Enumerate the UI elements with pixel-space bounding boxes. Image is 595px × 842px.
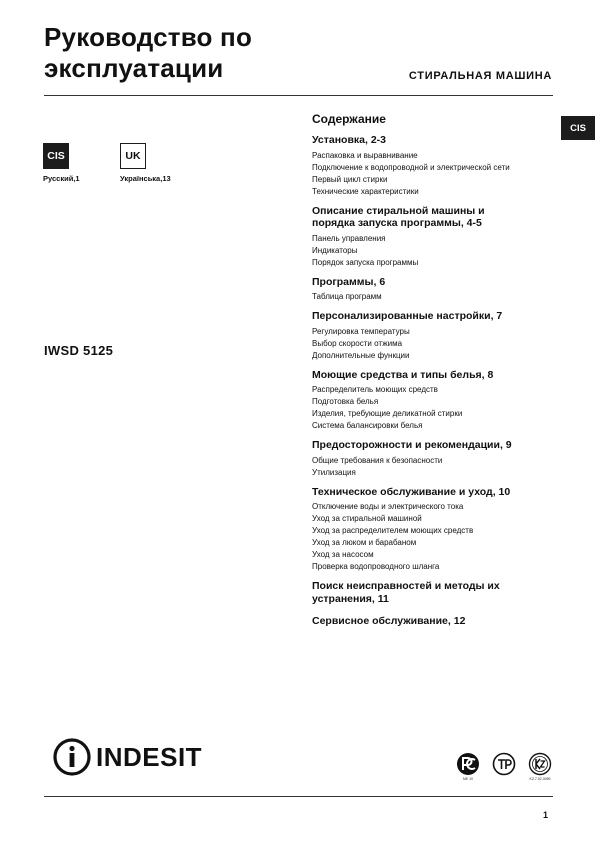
toc-section-title[interactable]: Сервисное обслуживание, 12: [312, 615, 466, 627]
kz-certification-icon: [528, 752, 552, 776]
toc-item[interactable]: Проверка водопроводного шланга: [312, 562, 440, 571]
title-line-1: Руководство по: [44, 22, 253, 52]
toc-item[interactable]: Уход за распределителем моющих средств: [312, 526, 474, 535]
toc-item[interactable]: Распределитель моющих средств: [312, 385, 438, 394]
certification-code: KZ.7.02.0089: [529, 777, 551, 781]
toc-section-title[interactable]: Предосторожности и рекомендации, 9: [312, 439, 512, 451]
toc-section-title[interactable]: Техническое обслуживание и уход, 10: [312, 485, 511, 498]
indesit-logo-icon: [52, 737, 92, 777]
language-badge-uk[interactable]: [120, 143, 146, 169]
toc-item[interactable]: Отключение воды и электрического тока: [312, 502, 464, 511]
toc-section: [312, 486, 562, 574]
certification-mark: [456, 752, 480, 781]
toc-section: [312, 369, 562, 433]
toc-item[interactable]: Общие требования к безопасности: [312, 455, 443, 465]
toc-section: [312, 439, 562, 479]
toc-section-title[interactable]: Описание стиральной машины и порядка запуска программы, 4-5: [312, 204, 485, 229]
tr-certification-icon: [492, 752, 516, 776]
top-divider: [44, 95, 553, 96]
toc-section-title[interactable]: Персонализированные настройки, 7: [312, 310, 503, 322]
document-title: [44, 22, 252, 84]
language-badge-cis[interactable]: [43, 143, 69, 169]
title-line-2: эксплуатации: [44, 53, 224, 83]
toc-item[interactable]: Порядок запуска программы: [312, 257, 419, 267]
toc-item[interactable]: Первый цикл стирки: [312, 174, 388, 184]
model-number: IWSD 5125: [44, 343, 114, 358]
certification-code: МЕ 10: [462, 777, 474, 781]
toc-item[interactable]: Подключение к водопроводной и электрической сети: [312, 162, 510, 172]
toc-section: [312, 310, 562, 362]
language-label[interactable]: Русский,1: [43, 174, 80, 183]
toc-item[interactable]: Уход за люком и барабаном: [312, 538, 417, 547]
toc-section: [312, 134, 562, 198]
table-of-contents: [312, 112, 562, 635]
toc-section-title[interactable]: Моющие средства и типы белья, 8: [312, 368, 494, 381]
toc-item[interactable]: Индикаторы: [312, 245, 358, 255]
toc-item[interactable]: Выбор скорости отжима: [312, 338, 403, 348]
toc-item[interactable]: Система балансировки белья: [312, 421, 423, 430]
brand-logo: [52, 737, 202, 777]
toc-section-title[interactable]: Поиск неисправностей и методы их устранения, 11: [312, 580, 500, 605]
toc-item[interactable]: Технические характеристики: [312, 186, 419, 196]
toc-section-title[interactable]: Программы, 6: [312, 275, 386, 288]
language-label[interactable]: Українська,13: [120, 174, 171, 183]
toc-item[interactable]: Регулировка температуры: [312, 326, 410, 336]
toc-item[interactable]: Изделия, требующие деликатной стирки: [312, 409, 463, 418]
toc-item[interactable]: Уход за стиральной машиной: [312, 514, 422, 523]
page-number: 1: [542, 810, 548, 820]
toc-section: [312, 276, 562, 304]
toc-item[interactable]: Панель управления: [312, 233, 386, 243]
rst-certification-icon: [456, 752, 480, 776]
toc-section: [312, 205, 562, 269]
toc-item[interactable]: Утилизация: [312, 467, 356, 477]
toc-item[interactable]: Таблица программ: [312, 292, 382, 301]
toc-section-title[interactable]: Установка, 2-3: [312, 134, 387, 146]
toc-item[interactable]: Уход за насосом: [312, 550, 374, 559]
language-tab-cis[interactable]: CIS: [561, 116, 595, 140]
brand-name: INDESIT: [96, 741, 203, 772]
toc-item[interactable]: Дополнительные функции: [312, 350, 410, 360]
certification-marks: [456, 752, 552, 781]
toc-section: [312, 580, 562, 605]
toc-heading: Содержание: [312, 112, 386, 126]
language-code: UK: [120, 143, 146, 169]
certification-mark: [528, 752, 552, 781]
language-code: CIS: [43, 143, 69, 169]
toc-item[interactable]: Подготовка белья: [312, 397, 379, 406]
bottom-divider: [44, 796, 553, 797]
toc-item[interactable]: Распаковка и выравнивание: [312, 150, 418, 160]
toc-section: [312, 615, 562, 628]
certification-mark: [492, 752, 516, 776]
product-type: СТИРАЛЬНАЯ МАШИНА: [408, 70, 552, 82]
